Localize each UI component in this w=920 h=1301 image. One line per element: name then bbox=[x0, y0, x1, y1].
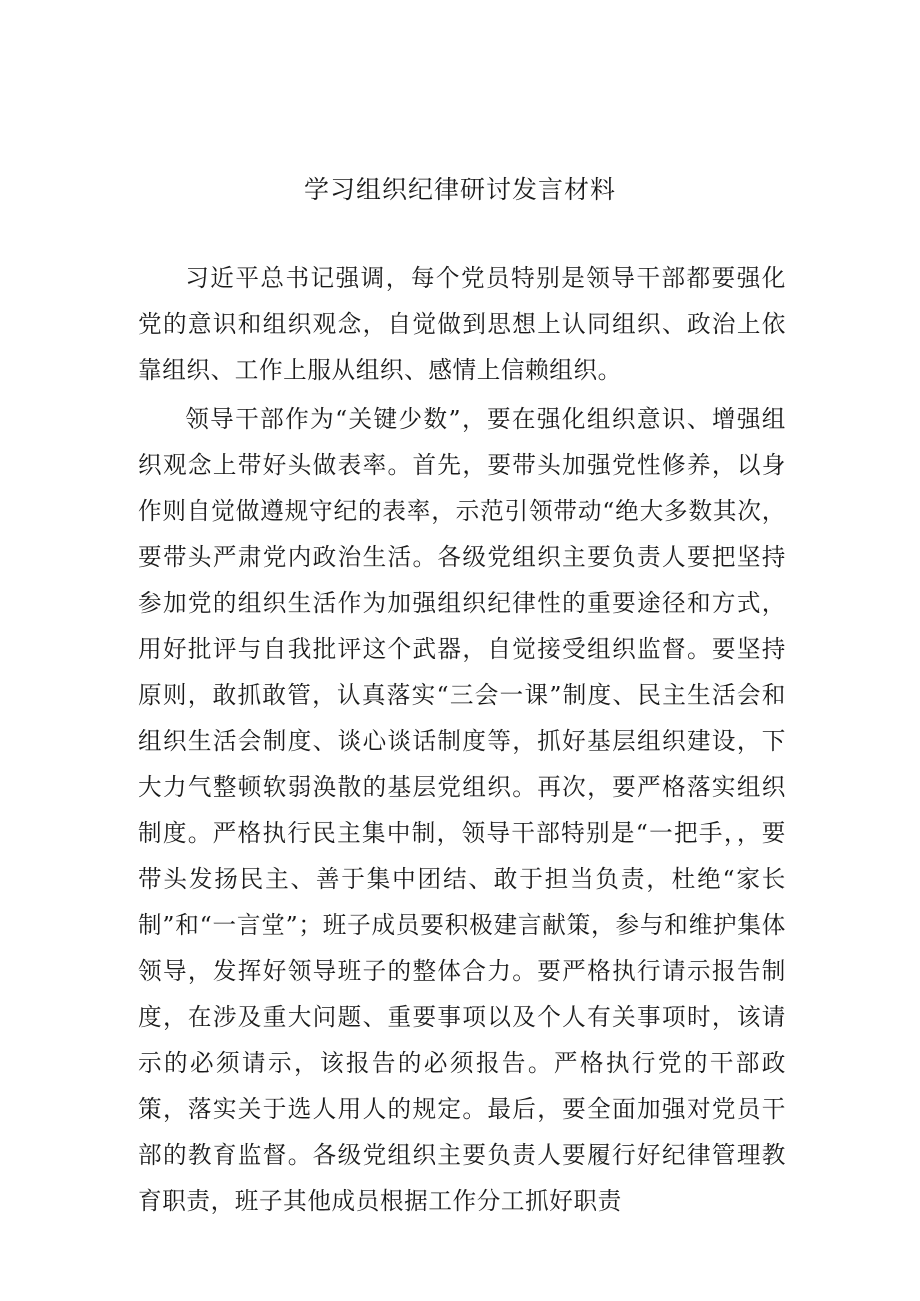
paragraph-2: 领导干部作为“关键少数”，要在强化组织意识、增强组织观念上带好头做表率。首先，要带头加强党性修养，以身作则自觉做遵规守纪的表率，示范引领带动“绝大多数其次，要带头严肃党内政治生活。各级党组织主要负责人要把坚持参加党的组织生活作为加强组织纪律性的重要途径和方式，用好批评与自我批评这个武器，自觉接受组织监督。要坚持原则，敢抓敢管，认真落实“三会一课”制度、民主生活会和组织生活会制度、谈心谈话制度等，抓好基层组织建设，下大力气整顿软弱涣散的基层党组织。再次，要严格落实组织制度。严格执行民主集中制，领导干部特别是“一把手，，要带头发扬民主、善于集中团结、敢于担当负责，杜绝“家长制”和“一言堂”；班子成员要积极建言献策，参与和维护集体领导，发挥好领导班子的整体合力。要严格执行请示报告制度，在涉及重大问题、重要事项以及个人有关事项时，该请示的必须请示，该报告的必须报告。严格执行党的干部政策，落实关于选人用人的规定。最后，要全面加强对党员干部的教育监督。各级党组织主要负责人要履行好纪律管理教育职责，班子其他成员根据工作分工抓好职责 bbox=[138, 405, 786, 1215]
document-title: 学习组织纪律研讨发言材料 bbox=[303, 175, 616, 204]
document-body bbox=[138, 255, 786, 1224]
paragraph-1: 习近平总书记强调，每个党员特别是领导干部都要强化党的意识和组织观念，自觉做到思想上认同组织、政治上依靠组织、工作上服从组织、感情上信赖组织。 bbox=[138, 264, 786, 384]
